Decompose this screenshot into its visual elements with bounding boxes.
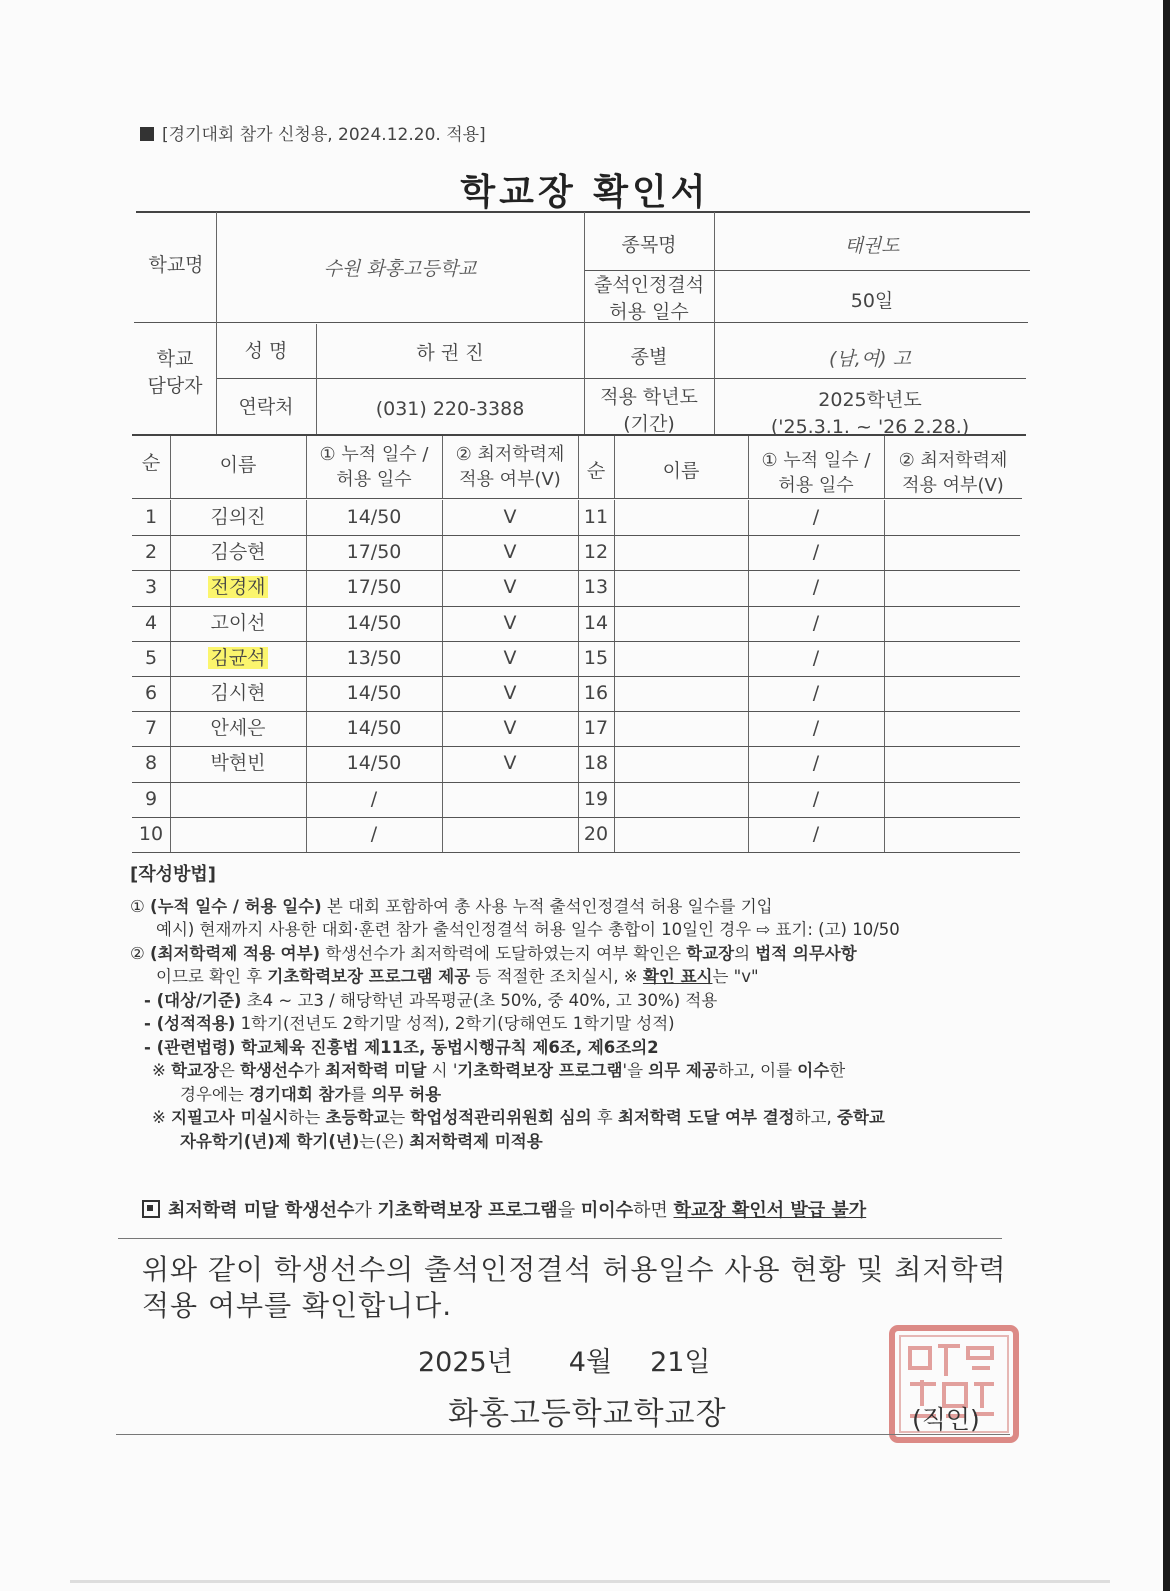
remark-1-cont: 경우에는 경기대회 참가를 의무 허용	[180, 1084, 442, 1104]
row-number: 12	[583, 541, 609, 564]
cumulative-days: /	[812, 717, 820, 740]
table-row-line	[132, 570, 1020, 571]
document-title: 학교장 확인서	[460, 172, 710, 213]
student-name-text: 안세은	[210, 717, 266, 740]
student-name	[170, 610, 306, 637]
cumulative-days: /	[812, 646, 820, 669]
header-name-right: 이름	[662, 460, 700, 482]
student-name	[170, 750, 306, 777]
table-row-line	[132, 711, 1020, 712]
remark-1: ※ 학교장은 학생선수가 최저학력 미달 시 '기초학력보장 프로그램'을 의무 제공하고, 이를 이수한	[152, 1061, 846, 1080]
row-number: 3	[144, 576, 158, 599]
row-number: 10	[138, 822, 164, 845]
table-row-line	[132, 606, 1020, 607]
cumulative-days: 14/50	[346, 752, 402, 775]
principal-signature: 화홍고등학교학교장	[448, 1396, 727, 1432]
student-name-text: 전경재	[210, 576, 266, 599]
row-number: 11	[583, 506, 609, 528]
student-name-text: 김승현	[210, 541, 266, 564]
table-row-line	[132, 782, 1020, 783]
student-name	[170, 715, 306, 742]
row-number: 9	[144, 787, 158, 810]
cumulative-days: 14/50	[346, 611, 402, 634]
writing-instructions	[130, 863, 1015, 1153]
school-label: 학교명	[148, 254, 204, 276]
contact-value: (031) 220-3388	[375, 398, 525, 420]
row-number: 6	[144, 682, 158, 704]
min-academic-check: V	[503, 646, 517, 669]
document-tag: [경기대회 참가 신청용, 2024.12.20. 적용]	[140, 120, 486, 145]
student-name-text: 고이선	[210, 611, 266, 634]
instruction-law: - (관련법령) 학교체육 진흥법 제11조, 동법시행규칙 제6조, 제6조의2	[144, 1037, 659, 1057]
cumulative-days: /	[370, 822, 378, 845]
header-no-right: 순	[586, 460, 606, 482]
cumulative-days: /	[812, 506, 820, 528]
header-min-academic-right: ② 최저학력제 적용 여부(V)	[898, 450, 1008, 497]
cumulative-days: /	[812, 752, 820, 775]
cumulative-days: 13/50	[346, 646, 402, 669]
row-number: 13	[583, 576, 609, 599]
row-number: 16	[583, 682, 609, 704]
student-name	[170, 539, 306, 566]
manager-name: 하 권 진	[416, 342, 484, 364]
instruction-2-cont: 이므로 확인 후 기초학력보장 프로그램 제공 등 적절한 조치실시, ※ 확인 표시는 "v"	[156, 967, 759, 986]
issue-date: 2025년 4월 21일	[418, 1347, 711, 1378]
cumulative-days: 17/50	[346, 576, 402, 599]
contact-label: 연락처	[238, 396, 294, 418]
student-name	[170, 645, 306, 672]
final-warning: 최저학력 미달 학생선수가 기초학력보장 프로그램을 미이수하면 학교장 확인서 발급 불가	[142, 1196, 866, 1222]
row-number: 14	[583, 611, 609, 634]
table-row-line	[132, 746, 1020, 747]
row-number: 19	[583, 787, 609, 810]
year-value: 2025학년도 ('25.3.1. ~ '26 2.28.)	[770, 389, 970, 438]
info-line	[216, 378, 1026, 379]
cumulative-days: /	[812, 541, 820, 564]
instruction-1-example: 예시) 현재까지 사용한 대회·훈련 참가 출석인정결석 허용 일수 총합이 10일인 경우 ⇨ 표기: (고) 10/50	[156, 920, 900, 939]
cumulative-days: /	[812, 611, 820, 634]
row-number: 4	[144, 611, 158, 634]
min-academic-check: V	[503, 506, 517, 528]
category-value: (남,여) 고	[829, 348, 911, 370]
scan-edge	[1163, 0, 1170, 1591]
header-min-academic: ② 최저학력제 적용 여부(V)	[455, 444, 565, 491]
cumulative-days: 14/50	[346, 717, 402, 740]
row-number: 20	[583, 822, 609, 845]
absence-days-label: 출석인정결석 허용 일수	[593, 274, 705, 323]
manager-label: 학교 담당자	[147, 348, 203, 397]
cumulative-days: /	[812, 822, 820, 845]
min-academic-check: V	[503, 682, 517, 704]
school-name: 수원 화홍고등학교	[323, 258, 477, 280]
sport-value: 태권도	[844, 235, 900, 257]
sport-label: 종목명	[621, 234, 677, 256]
student-name-text: 김균석	[210, 646, 266, 669]
info-line	[584, 270, 1030, 271]
instruction-1: ① (누적 일수 / 허용 일수) 본 대회 포함하여 총 사용 누적 출석인정결석 허용 일수를 기입	[130, 896, 773, 916]
row-number: 7	[144, 717, 158, 740]
row-number: 5	[144, 646, 158, 669]
box-arrow-icon	[142, 1200, 160, 1218]
instruction-grades: - (성적적용) 1학기(전년도 2학기말 성적), 2학기(당해연도 1학기말 성적)	[144, 1014, 675, 1033]
row-number: 17	[583, 717, 609, 740]
row-number: 15	[583, 646, 609, 669]
header-no: 순	[141, 452, 161, 474]
student-name-text: 김의진	[210, 506, 266, 528]
square-bullet-icon	[140, 127, 154, 141]
min-academic-check: V	[503, 576, 517, 599]
instruction-target: - (대상/기준) 초4 ~ 고3 / 해당학년 과목평균(초 50%, 중 40%, 고 30%) 적용	[144, 990, 718, 1010]
min-academic-check: V	[503, 541, 517, 564]
row-number: 18	[583, 752, 609, 775]
cumulative-days: 14/50	[346, 682, 402, 704]
absence-days-value: 50일	[850, 290, 894, 312]
student-name	[170, 574, 306, 601]
manager-name-label: 성 명	[244, 340, 288, 362]
instructions-heading: [작성방법]	[130, 864, 217, 885]
cumulative-days: /	[370, 787, 378, 810]
instruction-2: ② (최저학력제 적용 여부) 학생선수가 최저학력에 도달하였는지 여부 확인은 학교장의 법적 의무사항	[130, 943, 857, 963]
seal-label: (직인)	[912, 1405, 980, 1434]
row-number: 2	[144, 541, 158, 564]
bottom-divider	[116, 1434, 1010, 1435]
remark-2: ※ 지필고사 미실시하는 초등학교는 학업성적관리위원회 심의 후 최저학력 도달 여부 결정하고, 중학교	[152, 1108, 885, 1127]
divider	[118, 1238, 1002, 1239]
header-days-right: ① 누적 일수 / 허용 일수	[761, 450, 871, 497]
remark-2-cont: 자유학기(년)제 학기(년)는(은) 최저학력제 미적용	[180, 1131, 543, 1151]
info-line	[134, 322, 1028, 323]
cumulative-days: /	[812, 682, 820, 704]
cumulative-days: 17/50	[346, 541, 402, 564]
row-number: 1	[144, 506, 158, 528]
cumulative-days: 14/50	[346, 506, 402, 528]
cumulative-days: /	[812, 576, 820, 599]
student-name-text: 박현빈	[210, 752, 266, 775]
table-row-line	[132, 535, 1020, 536]
confirmation-statement: 위와 같이 학생선수의 출석인정결석 허용일수 사용 현황 및 최저학력 적용 여부를 확인합니다.	[142, 1253, 1007, 1322]
header-name: 이름	[219, 454, 257, 476]
row-number: 8	[144, 752, 158, 775]
header-days: ① 누적 일수 / 허용 일수	[319, 444, 429, 491]
info-top-border	[136, 211, 1030, 213]
student-name	[170, 680, 306, 707]
table-row-line	[132, 852, 1020, 853]
student-name-text: 김시현	[210, 682, 266, 704]
table-row-line	[132, 817, 1020, 818]
cumulative-days: /	[812, 787, 820, 810]
category-label: 종별	[630, 346, 668, 368]
min-academic-check: V	[503, 752, 517, 775]
scan-bottom-mark	[70, 1580, 1110, 1583]
table-row-line	[132, 641, 1020, 642]
student-name	[170, 504, 306, 531]
min-academic-check: V	[503, 717, 517, 740]
table-row-line	[132, 676, 1020, 677]
year-label: 적용 학년도 (기간)	[600, 386, 698, 435]
min-academic-check: V	[503, 611, 517, 634]
